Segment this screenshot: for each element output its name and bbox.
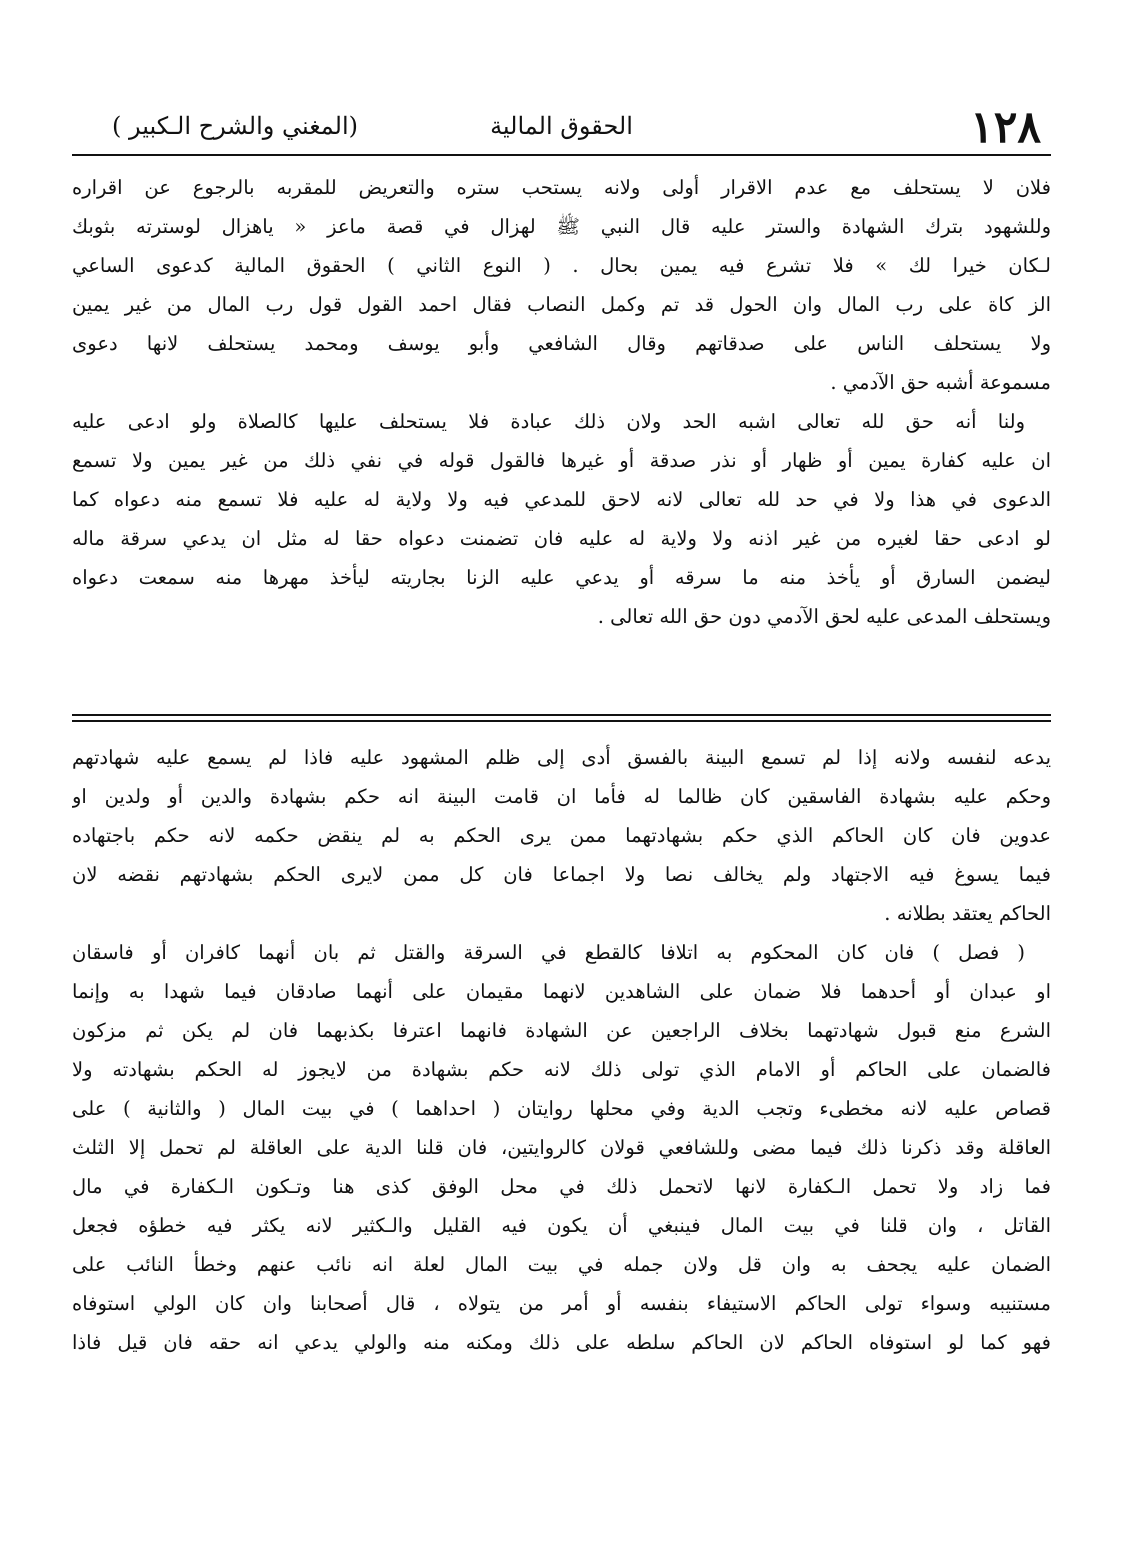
running-title: الحقوق المالية [490,112,633,140]
commentary-line: فيما يسوغ فيه الاجتهاد ولم يخالف نصا ولا اجماعا فان كل ممن لايرى الحكم بشهادتهم نقضه لان [72,863,1051,886]
main-line: فلان لا يستحلف مع عدم الاقرار أولى ولانه يستحب ستره والتعريض للمقربه بالرجوع عن اقراره [72,176,1051,199]
commentary-line: او عبدان أو أحدهما فلا ضمان على الشاهدين لانهما مقيمان على أنهما صادقان فيما شهدا به وإنما [72,980,1051,1003]
commentary-line: مستنيبه وسواء تولى الحاكم الاستيفاء بنفسه أو أمر من يتولاه ، قال أصحابنا وان كان الولي استوفاه [72,1292,1051,1315]
commentary-line: قصاص عليه لانه مخطىء وتجب الدية وفي محلها روايتان ( احداهما ) في بيت المال ( والثانية ) على [72,1097,1051,1120]
commentary-line: الضمان عليه يجحف به وان قل ولان جمله في بيت المال لعلة انه نائب عنهم وخطأ النائب على [72,1253,1051,1276]
book-title: (المغني والشرح الـكبير ) [112,112,358,140]
main-line: الز كاة على رب المال وان الحول قد تم وكمل النصاب فقال احمد القول قول رب المال من غير يمين [72,293,1051,316]
main-line: ولا يستحلف الناس على صدقاتهم وقال الشافعي وأبو يوسف ومحمد يستحلف لانها دعوى [72,332,1051,355]
main-line: ليضمن السارق أو يأخذ منه ما سرقه أو يدعي عليه الزنا بجاريته ليأخذ مهرها منه سمعت دعواه [72,566,1051,589]
main-line: ويستحلف المدعى عليه لحق الآدمي دون حق الله تعالى . [597,605,1051,628]
main-line: لو ادعى حقا لغيره من غير اذنه ولا ولاية له عليه فان تضمنت دعواه حقا له مثل ان يدعي سرقة ماله [72,527,1051,550]
commentary-line: الشرع منع قبول شهادتهما بخلاف الراجعين عن الشهادة فانهما اعترفا بكذبهما فان لم يكن ثم مزكون [72,1019,1051,1042]
commentary-line: يدعه لنفسه ولانه إذا لم تسمع البينة بالفسق أدى إلى ظلم المشهود عليه فاذا لم يسمع عليه شهادتهم [72,746,1051,769]
page-header [72,100,1051,156]
page-number: ١٢٨ [970,102,1041,153]
commentary-line: الحاكم يعتقد بطلانه . [884,902,1051,925]
header-rule [72,154,1051,156]
section-divider [72,714,1051,722]
main-line: ان عليه كفارة يمين أو ظهار أو نذر صدقة أو غيرها فالقول قوله في نفي ذلك من غير يمين ولا تسمع [72,449,1051,472]
commentary-line: وحكم عليه بشهادة الفاسقين كان ظالما له فأما ان قامت البينة انه حكم بشهادة والدين أو ولدين او [72,785,1051,808]
commentary-line: العاقلة وقد ذكرنا ذلك فيما مضى وللشافعي قولان كالروايتين، فان قلنا الدية على العاقلة لم تحمل إلا الثلث [72,1136,1051,1159]
commentary-line: ( فصل ) فان كان المحكوم به اتلافا كالقطع في السرقة والقتل ثم بان أنهما كافران أو فاسقان [72,941,1025,964]
commentary-line: فهو كما لو استوفاه الحاكم لان الحاكم سلطه على ذلك ومكنه منه والولي يدعي انه حقه فان قيل فاذا [72,1331,1051,1354]
commentary-line: القاتل ، وان قلنا في بيت المال فينبغي أن يكون فيه القليل والـكثير لانه يكثر فيه خطؤه فجعل [72,1214,1051,1237]
main-line: لـكان خيرا لك » فلا تشرع فيه يمين بحال . ( النوع الثاني ) الحقوق المالية كدعوى الساعي [72,254,1051,277]
main-line: الدعوى في هذا ولا في حد لله تعالى لانه لاحق للمدعي فيه ولا ولاية له عليه فلا تسمع منه دعواه كما [72,488,1051,511]
lower-commentary-text [72,738,1051,1362]
main-text [72,168,1051,636]
commentary-line: فالضمان على الحاكم أو الامام الذي تولى ذلك لانه حكم بشهادة من لايجوز له الحكم بشهادته ولا [72,1058,1051,1081]
main-line: ولنا أنه حق لله تعالى اشبه الحد ولان ذلك عبادة فلا يستحلف عليها كالصلاة ولو ادعى عليه [72,410,1025,433]
commentary-line: عدوين فان كان الحاكم الذي حكم بشهادتهما ممن يرى الحكم به لم ينقض حكمه لانه حكم باجتهاده [72,824,1051,847]
commentary-line: فما زاد ولا تحمل الـكفارة لانها لاتحمل ذلك في محل الوفق كذى هنا وتـكون الـكفارة في مال [72,1175,1051,1198]
main-line: وللشهود بترك الشهادة والستر عليه قال النبي ﷺ لهزال في قصة ماعز « ياهزال لوسترته بثوبك [72,215,1051,238]
main-line: مسموعة أشبه حق الآدمي . [830,371,1051,394]
